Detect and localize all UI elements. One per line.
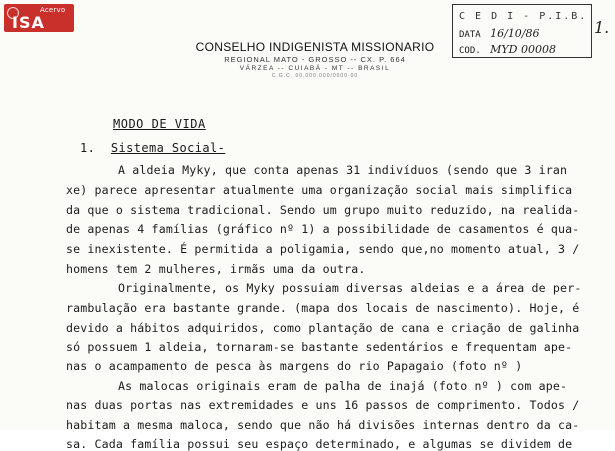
stamp-code-row xyxy=(459,43,556,56)
stamp-code-label: COD. xyxy=(459,46,481,56)
body-line: A aldeia Myky, que conta apenas 31 indivíduos (sendo que 3 iran xyxy=(118,163,568,177)
section-title: Sistema Social- xyxy=(110,141,226,155)
archive-stamp xyxy=(452,4,592,58)
stamp-date-label: DATA xyxy=(459,30,481,40)
logo-top-text: Acervo xyxy=(40,6,66,14)
body-line: sa. Cada família possui seu espaço determinado, e algumas se dividem de xyxy=(66,437,573,451)
stamp-side-mark: 1. xyxy=(594,18,610,37)
body-line: devido a hábitos adquiridos, como plantação de cana e criação de galinha xyxy=(66,321,580,335)
letterhead xyxy=(170,40,460,79)
body-line: da que o sistema tradicional. Sendo um grupo muito reduzido, na realida- xyxy=(66,203,580,217)
stamp-date-value: 16/10/86 xyxy=(490,27,540,40)
body-line: de apenas 4 famílias (gráfico nº 1) a possibilidade de casamentos é qua- xyxy=(66,222,580,236)
body-line: As malocas originais eram de palha de inajá (foto nº ) com ape- xyxy=(118,379,568,393)
section-number: 1. xyxy=(80,141,96,155)
body-line: só possuem 1 aldeia, tornaram-se bastante sedentários e frequentam ape- xyxy=(66,340,573,354)
body-line: nas duas portas nas extremidades e uns 16 passos de comprimento. Todos / xyxy=(66,398,580,412)
letterhead-title: CONSELHO INDIGENISTA MISSIONARIO xyxy=(195,40,435,54)
letterhead-registration: C.G.C. 00.000.000/0000-00 xyxy=(271,73,359,79)
letterhead-address: REGIONAL MATO - GROSSO -- CX. P. 664 xyxy=(224,55,406,64)
acervo-isa-logo xyxy=(4,4,74,32)
stamp-code-value: MYD 00008 xyxy=(490,43,556,56)
logo-main-text: ISA xyxy=(12,13,45,32)
stamp-date-row xyxy=(459,27,540,40)
body-line: se inexistente. É permitida a poligamia, sendo que,no momento atual, 3 / xyxy=(66,242,580,256)
document-heading: MODO DE VIDA xyxy=(113,117,206,131)
stamp-header: C E D I - P.I.B. xyxy=(459,11,588,22)
body-line: rambulação era bastante grande. (mapa dos locais de nascimento). Hoje, é xyxy=(66,301,580,315)
body-line: Originalmente, os Myky possuiam diversas aldeias e a área de per- xyxy=(118,281,582,295)
letterhead-city: VÁRZEA -- CUIABÁ - MT -- BRASIL xyxy=(239,65,391,72)
body-line: habitam a mesma maloca, sendo que não há divisões internas dentro da ca- xyxy=(66,418,580,432)
body-line: xe) parece apresentar atualmente uma organização social mais simplifica xyxy=(66,183,573,197)
section-header xyxy=(80,141,225,155)
body-line: nas o acampamento de pesca às margens do rio Papagaio (foto nº ) xyxy=(66,359,523,373)
body-line: homens tem 2 mulheres, irmãs uma da outra. xyxy=(66,262,366,276)
